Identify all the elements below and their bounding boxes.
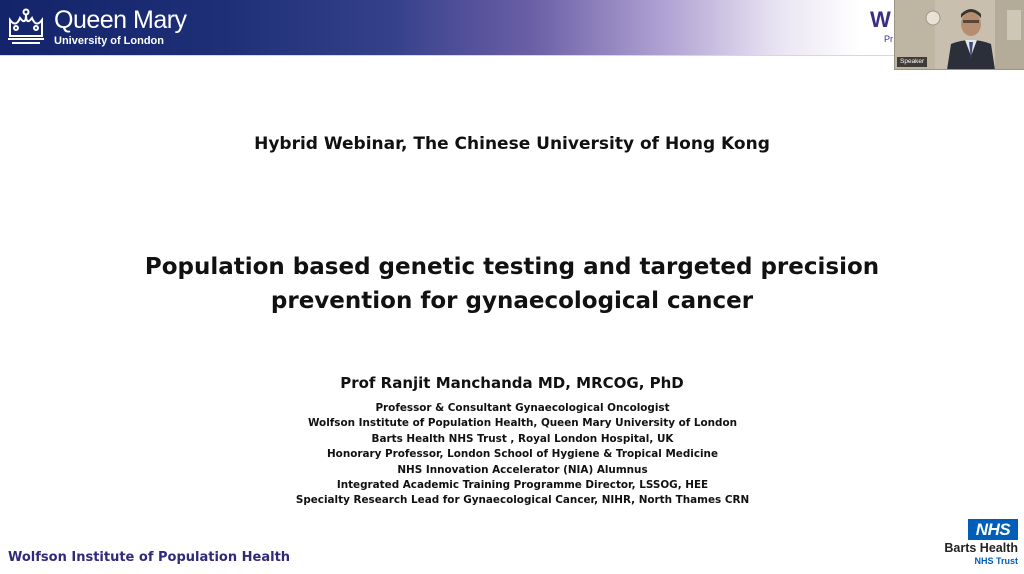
nhs-organisation-name: Barts Health	[944, 541, 1018, 555]
author-role: Barts Health NHS Trust , Royal London Hospital, UK	[371, 432, 674, 445]
slide-title-line-1: Population based genetic testing and targeted precision	[144, 254, 880, 280]
partner-logo-sub: Pr	[884, 34, 893, 44]
author-roles-list	[0, 401, 1024, 509]
author-role: Wolfson Institute of Population Health, Queen Mary University of London	[307, 417, 738, 430]
university-subtitle: University of London	[54, 35, 164, 47]
speaker-video-tile[interactable]	[894, 0, 1024, 70]
nhs-trust-label: NHS Trust	[974, 556, 1018, 566]
author-role: Honorary Professor, London School of Hygiene & Tropical Medicine	[326, 448, 719, 461]
slide-subtitle: Hybrid Webinar, The Chinese University of Hong Kong	[254, 134, 770, 154]
slide-title-line-2: prevention for gynaecological cancer	[270, 288, 754, 314]
author-role: Integrated Academic Training Programme Director, LSSOG, HEE	[336, 479, 709, 492]
author-role: NHS Innovation Accelerator (NIA) Alumnus	[397, 463, 648, 476]
author-role: Professor & Consultant Gynaecological Oncologist	[375, 402, 670, 414]
partner-logo-partial: W	[870, 7, 891, 32]
author-role: Specialty Research Lead for Gynaecological Cancer, NIHR, North Thames CRN	[295, 494, 750, 507]
nhs-logo-badge: NHS	[968, 519, 1018, 540]
author-name: Prof Ranjit Manchanda MD, MRCOG, PhD	[340, 374, 684, 392]
speaker-label: Speaker	[897, 57, 927, 67]
university-name: Queen Mary	[54, 6, 187, 34]
institute-footer-text: Wolfson Institute of Population Health	[8, 550, 291, 565]
banner-divider	[0, 55, 1024, 56]
queen-mary-crest-icon	[4, 6, 48, 46]
